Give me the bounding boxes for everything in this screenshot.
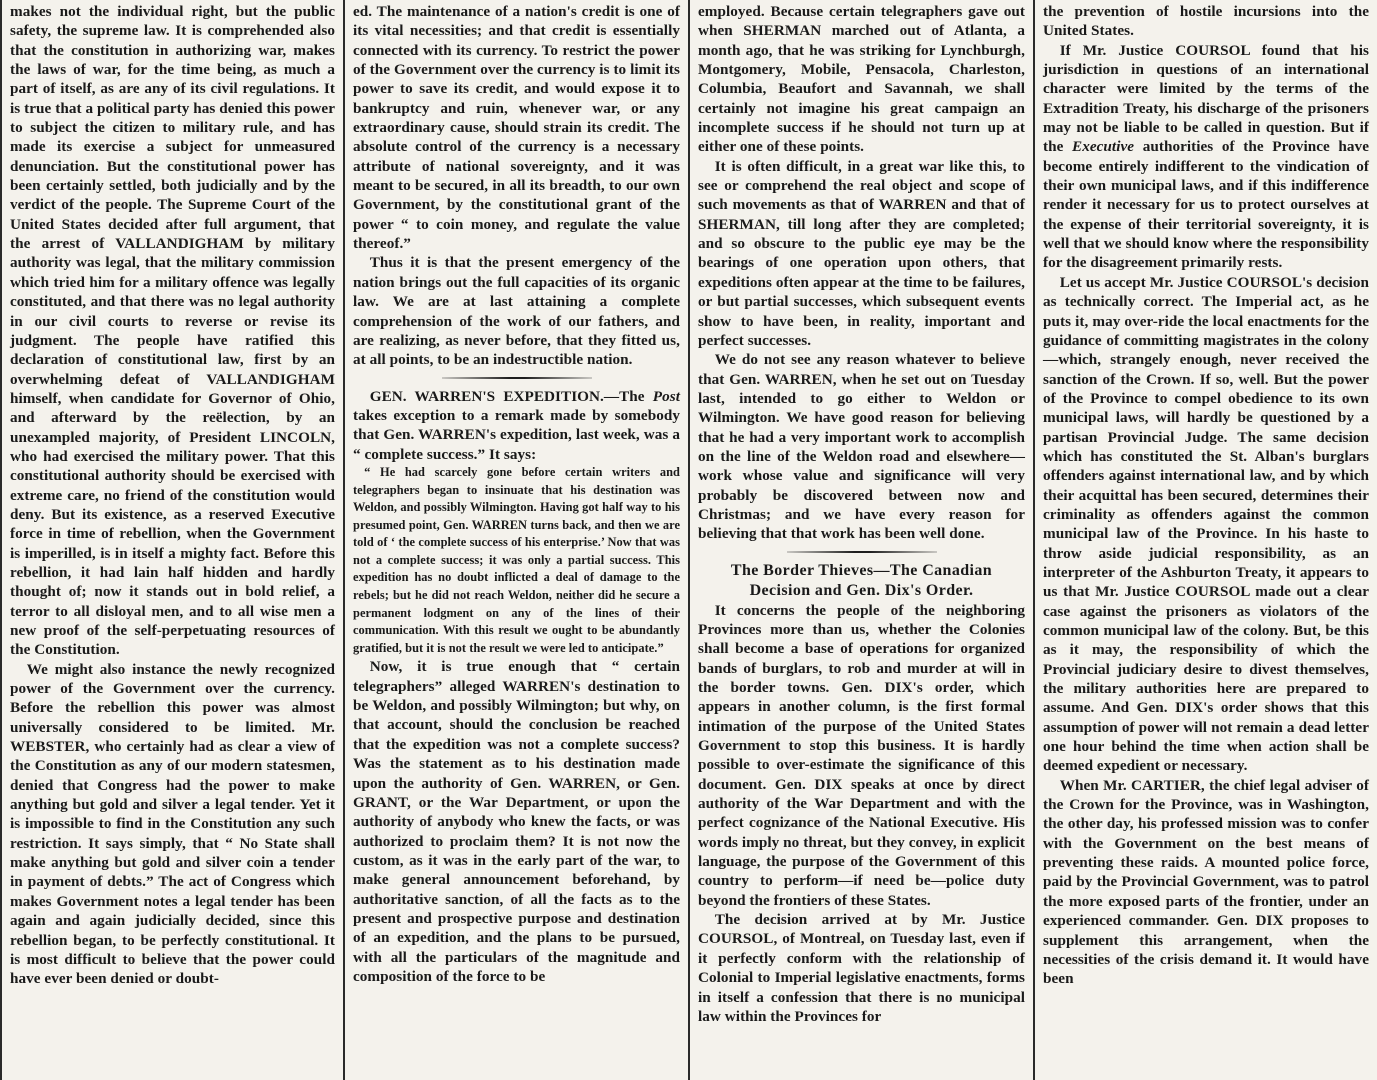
column-4 <box>1035 0 1377 1080</box>
column-1 <box>0 0 345 1080</box>
section-divider <box>787 551 937 553</box>
intro-text: takes exception to a remark made by somebody that Gen. WARREN's expedition, last week, was a “ complete success.” It says: <box>353 406 680 463</box>
paragraph: The decision arrived at by Mr. Justice COURSOL, of Montreal, on Tuesday last, even if it perfectly conform with the relationship of Colonial to Imperial legislative enactments, forms in itself a confession that there is no municipal law within the Provinces for <box>698 911 1025 1025</box>
text-run: authorities of the Province have become entirely indifferent to the vindication of their own municipal laws, and if this indifference render it necessary for us to protect ourselves at the expense of their territorial sovereignty, it is well that we should know where the responsibility for the disagreement primarily rests. <box>1043 138 1369 272</box>
intro-text: —The <box>603 387 653 405</box>
paragraph: We do not see any reason whatever to believe that Gen. WARREN, when he set out on Tuesday last, intended to go either to Weldon or Wilmington. We have good reason for believing that he had a very important work to accomplish on the line of the Weldon road and elsewhere—work whose value and significance will very probably be discovered between now and Christmas; and we have every reason for believing that that work has been well done. <box>698 351 1025 543</box>
paragraph: employed. Because certain telegraphers gave out when SHERMAN marched out of Atlanta, a month ago, that he was striking for Lynchburgh, Montgomery, Mobile, Pensacola, Charleston, Columbia, Beaufort and Savannah, we shall certainly not imagine his great campaign an incomplete success if he should not turn up at either one of these points. <box>698 3 1025 156</box>
headline-line: The Border Thieves—The Canadian <box>730 561 993 579</box>
paragraph: ed. The maintenance of a nation's credit is one of its vital necessities; and that credit is essentially connected with its currency. To restrict the power of the Government over the currency is to limit its power to save its credit, and would expose it to bankruptcy and ruin, whenever war, or any extraordinary cause, should strain its credit. The absolute control of the currency is a necessary attribute of national sovereignty, and it was meant to be secured, in all its breadth, to our own Government, by the constitutional grant of the power “ to coin money, and regulate the value thereof.” <box>353 3 680 253</box>
publication-name: Post <box>652 387 680 405</box>
emphasis: Executive <box>1072 138 1135 156</box>
paragraph: When Mr. CARTIER, the chief legal adviser of the Crown for the Province, was in Washington, the other day, his professed mission was to confer with the Government on the best means of preventing these raids. A mounted police force, paid by the Provincial Government, was to patrol the more exposed parts of the frontier, under an experienced commander. Gen. DIX proposes to supplement this arrangement, when the necessities of the crisis demand it. It would have been <box>1043 776 1369 988</box>
paragraph <box>1043 41 1369 273</box>
headline-line: Decision and Gen. Dix's Order. <box>749 581 974 599</box>
block-quote: “ He had scarcely gone before certain writers and telegraphers began to insinuate that his destination was Weldon, and possibly Wilmington. Having got half way to his presumed point, Gen. WARREN turns back, and then we are told of ‘ the complete success of his enterprise.’ Now that was not a complete success; it was only a partial success. This expedition has no doubt inflicted a deal of damage to the rebels; but he did not reach Weldon, neither did he secure a permanent lodgment on any of the lines of their communication. With this result we ought to be abundantly gratified, but it is not the result we were led to anticipate.” <box>353 464 680 655</box>
column-3 <box>690 0 1035 1080</box>
paragraph: Now, it is true enough that “ certain telegraphers” alleged WARREN's destination to be Weldon, and possibly Wilmington; but why, on that account, should the conclusion be reached that the expedition was not a complete success? Was the statement as to his destination made upon the authority of Gen. WARREN, or Gen. GRANT, or the War Department, or upon the authority of anybody who knew the facts, or was authorized to proclaim them? It is not now the custom, as it was in the early part of the war, to make general announcement beforehand, by authoritative sanction, of all the facts as to the present and prospective purpose and destination of an expedition, and the plans to be pursued, with all the particulars of the magnitude and composition of the force to be <box>353 658 680 985</box>
article-intro <box>353 387 680 464</box>
paragraph: It is often difficult, in a great war like this, to see or comprehend the real object and scope of such movements as that of WARREN and that of SHERMAN, till long after they are completed; and so obscure to the public eye may be the bearings of one operation upon others, that expeditions often appear at the time to be failures, or but partial successes, which subsequent events show to have been, in reality, important and perfect successes. <box>698 157 1025 349</box>
paragraph: Let us accept Mr. Justice COURSOL's decision as technically correct. The Imperial act, as he puts it, may over-ride the local enactments for the guidance of committing magistrates in the colony—which, strangely enough, never received the sanction of the Crown. If so, well. But the power of the Province to compel obedience to its own municipal laws, will hardly be questioned by a partisan Provincial Judge. The same decision which has constituted the St. Alban's burglars offenders against international law, and by which their acquittal has been secured, determines their criminality as offenders against the common municipal law of the Province. In his haste to throw aside judicial responsibility, as an interpreter of the Ashburton Treaty, it appears to us that Mr. Justice COURSOL made out a clear case against the prisoners as violators of the common municipal law of the colony. But, be this as it may, the responsibility of which the Provincial judiciary desire to divest themselves, the military authorities here are prepared to assume. And Gen. DIX's order shows that this assumption of power will not remain a dead letter one hour behind the time when action shall be deemed expedient or necessary. <box>1043 273 1369 775</box>
paragraph: makes not the individual right, but the public safety, the supreme law. It is comprehended also that the constitution in authorizing war, makes the laws of war, for the time being, as much a part of itself, as are any of its civil regulations. It is true that a political party has denied this power to subject the citizen to military rule, and has made its exercise a subject for unmeasured denunciation. But the constitutional power has been certainly settled, both judicially and by the verdict of the people. The Supreme Court of the United States decided after full argument, that the arrest of VALLANDIGHAM by military authority was legal, that the military commission which tried him for a military offence was legally constituted, and that there was no legal authority in our civil courts to reverse or revise its judgment. The people have ratified this declaration of constitutional law, first by an overwhelming defeat of VALLANDIGHAM himself, when candidate for Governor of Ohio, and afterward by the reëlection, by an unexampled majority, of President LINCOLN, who had exercised the military power. That this constitutional authority should be exercised with extreme care, no friend of the constitution would deny. But its existence, as a reserved Executive force in time of rebellion, when the Government is imperilled, is in itself a mighty fact. Before this rebellion, it had lain half hidden and hardly thought of; now it stands out in bold relief, a terror to all disloyal men, and to all wise men a new proof of the self-perpetuating resources of the Constitution. <box>10 3 335 659</box>
paragraph: the prevention of hostile incursions into the United States. <box>1043 3 1369 40</box>
article-headline <box>698 561 1025 601</box>
text-run: If Mr. Justice COURSOL found that his jurisdiction in questions of an international character were limited by the terms of the Extradition Treaty, his discharge of the prisoners may not be liable to be called in question. But if the <box>1043 41 1369 156</box>
section-divider <box>442 377 592 379</box>
paragraph: It concerns the people of the neighboring Provinces more than us, whether the Colonies shall become a base of operations for organized bands of burglars, to rob and murder at will in the border towns. Gen. DIX's order, which appears in another column, is the first formal intimation of the purpose of the United States Government to stop this business. It is hardly possible to over-estimate the significance of this document. Gen. DIX speaks at once by direct authority of the War Department and with the perfect cognizance of the National Executive. His words imply no threat, but they convey, in explicit language, the purpose of the Government of this country to perform—if need be—police duty beyond the frontiers of these States. <box>698 601 1025 909</box>
paragraph: We might also instance the newly recognized power of the Government over the currency. Before the rebellion this power was almost universally considered to be limited. Mr. WEBSTER, who certainly had as clear a view of the Constitution as any of our modern statesmen, denied that Congress had the power to make anything but gold and silver a legal tender. Yet it is impossible to find in the Constitution any such restriction. It says simply, that “ No State shall make anything but gold and silver coin a tender in payment of debts.” The act of Congress which makes Government notes a legal tender has been again and again judicially decided, since this rebellion began, to be perfectly constitutional. It is most difficult to believe that the power could have ever been denied or doubt- <box>10 660 335 988</box>
paragraph: Thus it is that the present emergency of the nation brings out the full capacities of its organic law. We are at last attaining a complete comprehension of the work of our fathers, and are realizing, as never before, that they fitted us, at all points, to be an indestructible nation. <box>353 254 680 369</box>
article-lead-title: GEN. WARREN'S EXPEDITION. <box>369 387 604 405</box>
column-2 <box>345 0 690 1080</box>
